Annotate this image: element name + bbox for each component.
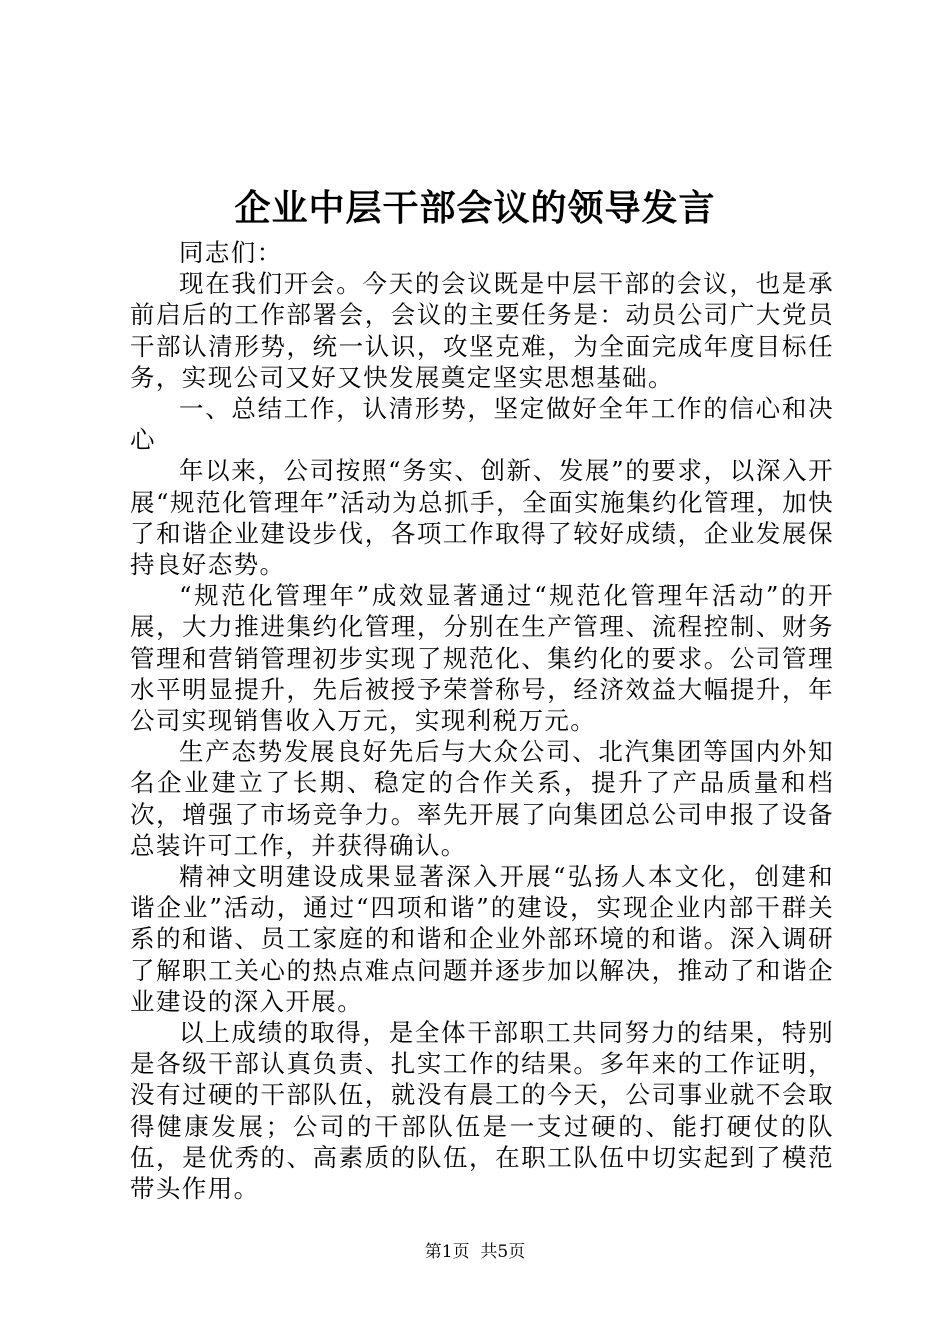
paragraph-civilization: 精神文明建设成果显著深入开展“弘扬人本文化，创建和谐企业”活动，通过“四项和谐”的建设，实现企业内部干群关系的和谐、员工家庭的和谐和企业外部环境的和谐。深入调研了解职工关心的热点难点问题并逐步加以解决，推动了和谐企业建设的深入开展。 [130, 862, 834, 1016]
page-number: 第1页 [424, 1242, 470, 1262]
paragraph-salutation: 同志们： [179, 238, 283, 267]
paragraph-production: 生产态势发展良好先后与大众公司、北汽集团等国内外知名企业建立了长期、稳定的合作关系，提升了产品质量和档次，增强了市场竞争力。率先开展了向集团总公司申报了设备总装许可工作，并获得确认。 [130, 737, 834, 860]
page-footer [0, 1240, 950, 1264]
section-heading-1: 一、总结工作，认清形势，坚定做好全年工作的信心和决心 [130, 394, 834, 455]
paragraph-achievements: 以上成绩的取得，是全体干部职工共同努力的结果，特别是各级干部认真负责、扎实工作的结果。多年来的工作证明，没有过硬的干部队伍，就没有晨工的今天，公司事业就不会取得健康发展；公司的干部队伍是一支过硬的、能打硬仗的队伍，是优秀的、高素质的队伍，在职工队伍中切实起到了模范带头作用。 [130, 1018, 834, 1204]
page-total: 共5页 [480, 1242, 526, 1262]
paragraph-opening: 现在我们开会。今天的会议既是中层干部的会议，也是承前启后的工作部署会，会议的主要任务是：动员公司广大党员干部认清形势，统一认识，攻坚克难，为全面完成年度目标任务，实现公司又好又快发展奠定坚实思想基础。 [130, 269, 834, 392]
paragraph-summary: 年以来，公司按照“务实、创新、发展”的要求，以深入开展“规范化管理年”活动为总抓手，全面实施集约化管理，加快了和谐企业建设步伐，各项工作取得了较好成绩，企业发展保持良好态势。 [130, 456, 834, 580]
paragraph-management: “规范化管理年”成效显著通过“规范化管理年活动”的开展，大力推进集约化管理，分别在生产管理、流程控制、财务管理和营销管理初步实现了规范化、集约化的要求。公司管理水平明显提升，先后被授予荣誉称号，经济效益大幅提升，年公司实现销售收入万元，实现利税万元。 [130, 581, 834, 736]
document-title: 企业中层干部会议的领导发言 [234, 187, 716, 229]
document-body [130, 237, 834, 1204]
